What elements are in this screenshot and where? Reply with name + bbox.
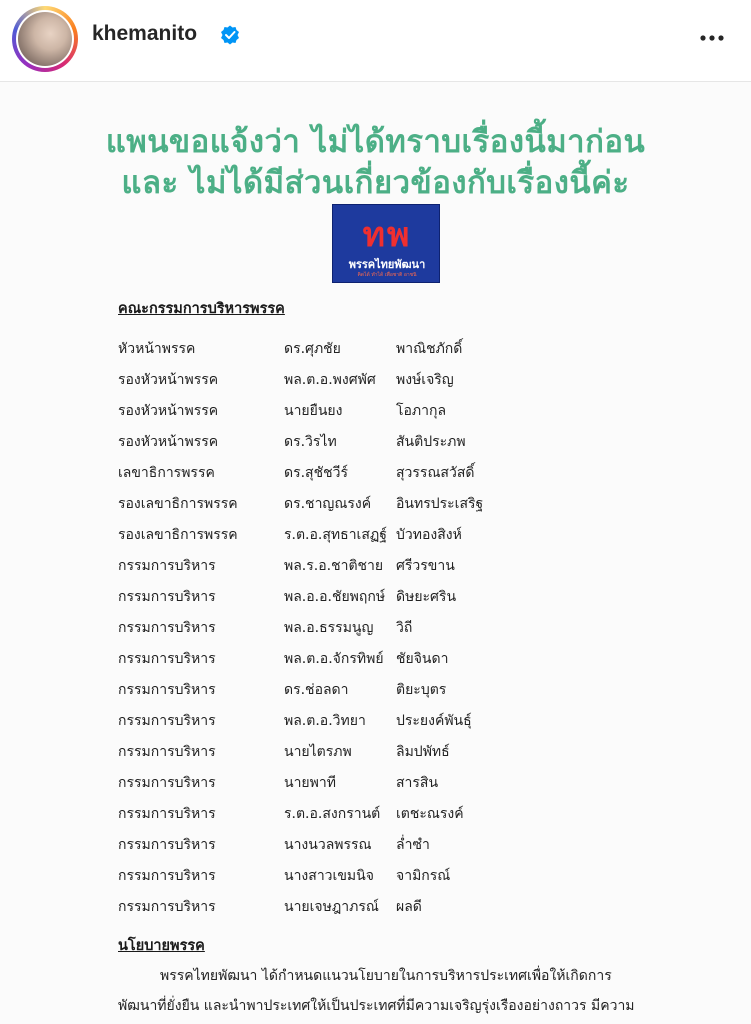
member-role: กรรมการบริหาร bbox=[118, 806, 216, 822]
member-role: รองเลขาธิการพรรค bbox=[118, 527, 238, 543]
profile-photo-icon bbox=[18, 12, 72, 66]
member-first-name: พล.ร.อ.ชาติชาย bbox=[284, 558, 384, 574]
headline-line-1: แพนขอแจ้งว่า ไม่ได้ทราบเรื่องนี้มาก่อน bbox=[105, 124, 646, 160]
table-row bbox=[0, 431, 751, 462]
member-first-name: ดร.ชาญณรงค์ bbox=[284, 496, 372, 512]
more-horizontal-icon[interactable] bbox=[698, 24, 726, 52]
table-row bbox=[0, 555, 751, 586]
headline-line-2: และ ไม่ได้มีส่วนเกี่ยวข้องกับเรื่องนี้ค่ะ bbox=[121, 165, 630, 201]
member-role: เลขาธิการพรรค bbox=[118, 465, 215, 481]
member-first-name: นางสาวเขมนิจ bbox=[284, 868, 374, 884]
policy-text-line-1: พรรคไทยพัฒนา ได้กำหนดแนวนโยบายในการบริหารประเทศเพื่อให้เกิดการ bbox=[160, 968, 612, 984]
member-role: รองหัวหน้าพรรค bbox=[118, 434, 219, 450]
table-row bbox=[0, 493, 751, 524]
member-role: รองเลขาธิการพรรค bbox=[118, 496, 238, 512]
post-image[interactable] bbox=[0, 82, 751, 1024]
member-first-name: พล.ต.อ.วิทยา bbox=[284, 713, 366, 729]
table-row bbox=[0, 400, 751, 431]
member-last-name: สารสิน bbox=[396, 775, 439, 791]
member-role: กรรมการบริหาร bbox=[118, 620, 216, 636]
table-row bbox=[0, 803, 751, 834]
policy-heading: นโยบายพรรค bbox=[118, 937, 205, 954]
member-first-name: นายเจษฎาภรณ์ bbox=[284, 899, 379, 915]
member-role: กรรมการบริหาร bbox=[118, 713, 216, 729]
member-first-name: ร.ต.อ.สุทธาเสฏฐ์ bbox=[284, 527, 388, 543]
member-first-name: ดร.ช่อลดา bbox=[284, 682, 349, 698]
member-role: หัวหน้าพรรค bbox=[118, 341, 196, 357]
member-role: กรรมการบริหาร bbox=[118, 589, 216, 605]
avatar-frame bbox=[16, 10, 74, 68]
member-last-name: จามิกรณ์ bbox=[396, 868, 451, 884]
member-role: กรรมการบริหาร bbox=[118, 744, 216, 760]
member-last-name: ชัยจินดา bbox=[396, 651, 449, 667]
table-row bbox=[0, 679, 751, 710]
member-last-name: ดิษยะศริน bbox=[396, 589, 457, 605]
member-role: กรรมการบริหาร bbox=[118, 775, 216, 791]
member-first-name: ดร.วิรไท bbox=[284, 434, 337, 450]
member-role: รองหัวหน้าพรรค bbox=[118, 372, 219, 388]
party-logo-slogan: คิดได้ ทำได้ เพื่อชาติ อาชนิ bbox=[357, 272, 417, 278]
party-logo-mark: ทพ bbox=[362, 215, 412, 255]
member-last-name: บัวทองสิงห์ bbox=[396, 527, 462, 543]
policy-text-line-2: พัฒนาที่ยั่งยืน และนำพาประเทศให้เป็นประเทศที่มีความเจริญรุ่งเรืองอย่างถาวร มีความ bbox=[118, 998, 635, 1014]
member-list bbox=[0, 338, 751, 927]
table-row bbox=[0, 338, 751, 369]
member-first-name: นายยืนยง bbox=[284, 403, 343, 419]
member-first-name: พล.ต.อ.จักรทิพย์ bbox=[284, 651, 384, 667]
member-last-name: ศรีวรขาน bbox=[396, 558, 455, 574]
table-row bbox=[0, 369, 751, 400]
table-row bbox=[0, 617, 751, 648]
member-first-name: นายพาที bbox=[284, 775, 336, 791]
username[interactable]: khemanito bbox=[92, 22, 198, 45]
table-row bbox=[0, 865, 751, 896]
member-first-name: พล.ต.อ.พงศพัศ bbox=[284, 372, 376, 388]
member-last-name: ล่ำซำ bbox=[396, 837, 430, 853]
member-first-name: ร.ต.อ.สงกรานต์ bbox=[284, 806, 381, 822]
member-role: กรรมการบริหาร bbox=[118, 682, 216, 698]
party-logo bbox=[332, 204, 440, 283]
member-last-name: อินทรประเสริฐ bbox=[396, 496, 484, 512]
member-last-name: ผลดี bbox=[396, 899, 422, 915]
member-first-name: พล.อ.ธรรมนูญ bbox=[284, 620, 374, 636]
party-logo-name: พรรคไทยพัฒนา bbox=[348, 258, 426, 271]
table-row bbox=[0, 710, 751, 741]
avatar[interactable] bbox=[12, 6, 78, 72]
post-header bbox=[0, 0, 751, 82]
table-row bbox=[0, 772, 751, 803]
member-last-name: วิถี bbox=[396, 620, 413, 636]
member-last-name: พงษ์เจริญ bbox=[396, 372, 454, 388]
table-row bbox=[0, 586, 751, 617]
member-role: กรรมการบริหาร bbox=[118, 868, 216, 884]
board-heading: คณะกรรมการบริหารพรรค bbox=[118, 300, 285, 317]
table-row bbox=[0, 524, 751, 555]
member-last-name: โอภากุล bbox=[396, 403, 447, 419]
member-role: กรรมการบริหาร bbox=[118, 837, 216, 853]
member-first-name: นางนวลพรรณ bbox=[284, 837, 372, 853]
member-first-name: นายไตรภพ bbox=[284, 744, 352, 760]
table-row bbox=[0, 834, 751, 865]
member-last-name: สันติประภพ bbox=[396, 434, 466, 450]
table-row bbox=[0, 741, 751, 772]
member-role: กรรมการบริหาร bbox=[118, 558, 216, 574]
member-last-name: สุวรรณสวัสดิ์ bbox=[396, 465, 475, 481]
member-first-name: พล.อ.อ.ชัยพฤกษ์ bbox=[284, 589, 386, 605]
member-last-name: ประยงค์พันธุ์ bbox=[396, 713, 472, 729]
member-role: รองหัวหน้าพรรค bbox=[118, 403, 219, 419]
table-row bbox=[0, 896, 751, 927]
member-last-name: ติยะบุตร bbox=[396, 682, 447, 698]
verified-badge-icon bbox=[220, 25, 240, 45]
member-last-name: ลิมปพัทธ์ bbox=[396, 744, 450, 760]
table-row bbox=[0, 648, 751, 679]
member-first-name: ดร.ศุภชัย bbox=[284, 341, 341, 357]
member-last-name: เตชะณรงค์ bbox=[396, 806, 464, 822]
member-first-name: ดร.สุชัชวีร์ bbox=[284, 465, 348, 481]
member-last-name: พาณิชภักดิ์ bbox=[396, 341, 463, 357]
member-role: กรรมการบริหาร bbox=[118, 651, 216, 667]
table-row bbox=[0, 462, 751, 493]
member-role: กรรมการบริหาร bbox=[118, 899, 216, 915]
